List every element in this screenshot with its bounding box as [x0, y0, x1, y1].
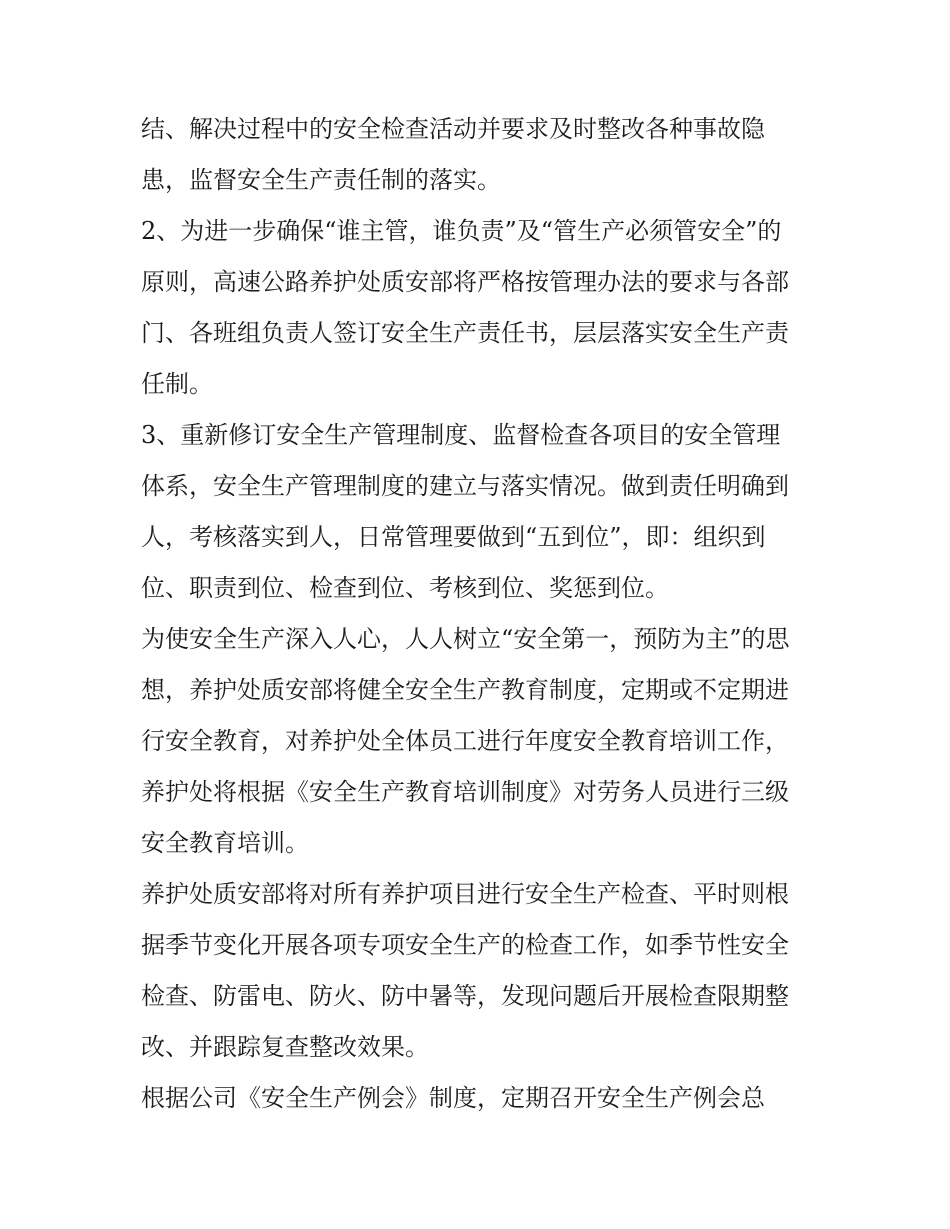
text-line: 养护处将根据《安全生产教育培训制度》对劳务人员进行三级 — [141, 778, 789, 806]
text-line: 任制。 — [141, 370, 213, 398]
text-line: 门、各班组负责人签订安全生产责任书，层层落实安全生产责 — [141, 319, 789, 347]
text-line: 为使安全生产深入人心，人人树立“安全第一，预防为主”的思 — [141, 625, 790, 653]
text-line: 行安全教育，对养护处全体员工进行年度安全教育培训工作， — [141, 727, 789, 755]
text-line: 患，监督安全生产责任制的落实。 — [141, 166, 501, 194]
text-line: 养护处质安部将对所有养护项目进行安全生产检查、平时则根 — [141, 880, 789, 908]
text-line: 3、重新修订安全生产管理制度、监督检查各项目的安全管理 — [141, 421, 781, 449]
text-line: 安全教育培训。 — [141, 829, 309, 857]
text-line: 体系，安全生产管理制度的建立与落实情况。做到责任明确到 — [141, 472, 789, 500]
text-line: 改、并跟踪复查整改效果。 — [141, 1033, 429, 1061]
text-line: 人，考核落实到人，日常管理要做到“五到位”，即：组织到 — [141, 523, 766, 551]
document-body — [141, 104, 821, 1124]
text-line: 据季节变化开展各项专项安全生产的检查工作，如季节性安全 — [141, 931, 789, 959]
text-line: 位、职责到位、检查到位、考核到位、奖惩到位。 — [141, 574, 669, 602]
text-line: 2、为进一步确保“谁主管，谁负责”及“管生产必须管安全”的 — [141, 217, 782, 245]
text-line: 原则，高速公路养护处质安部将严格按管理办法的要求与各部 — [141, 268, 789, 296]
text-line: 结、解决过程中的安全检查活动并要求及时整改各种事故隐 — [141, 115, 765, 143]
text-line: 想，养护处质安部将健全安全生产教育制度，定期或不定期进 — [141, 676, 789, 704]
text-line: 检查、防雷电、防火、防中暑等，发现问题后开展检查限期整 — [141, 982, 789, 1010]
text-line: 根据公司《安全生产例会》制度，定期召开安全生产例会总 — [141, 1084, 765, 1112]
